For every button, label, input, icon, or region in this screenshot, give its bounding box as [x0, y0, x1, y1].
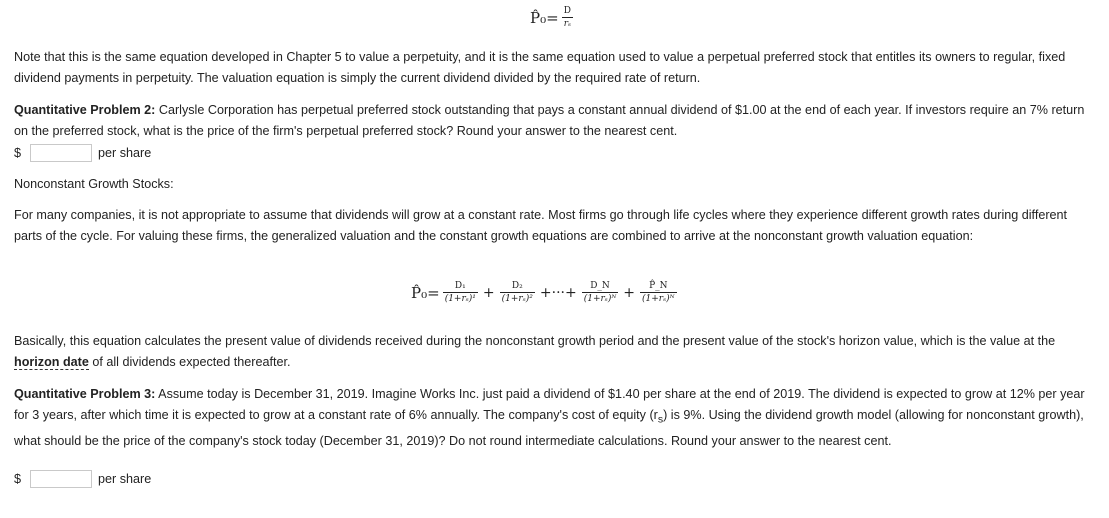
problem3-body-before: Assume today is December 31, 2019. Imagine Works Inc. just paid a dividend of $1.40 per share at the end of 2019. The dividend is expected to grow at 12% per year for 3 years, after which time it is expected to grow at a constant rate of 6% annually. The company's cost of equity (r	[14, 387, 1085, 422]
term-1-numerator: D₁	[454, 281, 466, 291]
horizon-date-link[interactable]: horizon date	[14, 355, 89, 369]
basically-text-after: of all dividends expected thereafter.	[88, 355, 291, 369]
equation-lhs: P̂₀=	[530, 9, 559, 27]
term-1-fraction	[443, 281, 478, 305]
section-heading: Nonconstant Growth Stocks:	[14, 177, 174, 191]
problem2-answer-input[interactable]	[30, 144, 92, 162]
currency-symbol: $	[14, 472, 22, 486]
problem2-body: Carlysle Corporation has perpetual preferred stock outstanding that pays a constant annual dividend of $1.00 at the end of each year. If investors require an 7% return on the preferred stock, what is the price of the firm's perpetual preferred stock? Round your answer to the nearest cent.	[14, 103, 1085, 138]
term-1-denominator: (1+rₛ)¹	[444, 294, 476, 304]
term-2-fraction	[500, 281, 535, 305]
term-2-denominator: (1+rₛ)²	[501, 294, 533, 304]
equation-lhs: P̂₀=	[411, 284, 440, 302]
term-n-denominator: (1+rₛ)ᴺ	[583, 294, 617, 304]
basically-text-before: Basically, this equation calculates the present value of dividends received during the nonconstant growth period and the present value of the stock's horizon value, which is the value at the	[14, 334, 1056, 348]
unit-label: per share	[98, 472, 152, 486]
problem3-text	[14, 384, 1098, 452]
problem3-label: Quantitative Problem 3:	[14, 387, 156, 401]
plus-sign: +	[482, 285, 495, 301]
fraction-denominator: rₛ	[563, 19, 572, 29]
horizon-term-numerator: P̂_N	[649, 281, 668, 291]
term-n-numerator: D_N	[590, 281, 610, 291]
problem3-answer-input[interactable]	[30, 470, 92, 488]
term-2-numerator: D₂	[511, 281, 523, 291]
problem2-answer-row	[14, 143, 151, 163]
problem2-label: Quantitative Problem 2:	[14, 103, 156, 117]
intro-paragraph: Note that this is the same equation developed in Chapter 5 to value a perpetuity, and it is the same equation used to value a perpetual preferred stock that entitles its owners to regular, fixed dividend payments in perpetuity. The valuation equation is simply the current dividend divided by the required rate of return.	[14, 50, 1066, 85]
unit-label: per share	[98, 146, 152, 160]
fraction-numerator: D	[563, 6, 571, 16]
problem3-body-after: ) is 9%. Using the dividend growth model (allowing for nonconstant growth), what should be the price of the company's stock today (December 31, 2019)? Do not round intermediate calculations. Round your answer to the nearest cent.	[14, 408, 1084, 448]
basically-paragraph	[14, 331, 1098, 373]
problem3-subscript: s	[657, 413, 664, 426]
plus-sign: +	[623, 285, 636, 301]
currency-symbol: $	[14, 146, 22, 160]
nonconstant-equation	[411, 281, 680, 305]
horizon-term-fraction	[640, 281, 677, 305]
nonconstant-paragraph: For many companies, it is not appropriate to assume that dividends will grow at a constant rate. Most firms go through life cycles where they experience different growth rates during different parts of the cycle. For valuing these firms, the generalized valuation and the constant growth equations are combined to arrive at the nonconstant growth valuation equation:	[14, 208, 1068, 243]
problem3-answer-row	[14, 469, 151, 489]
horizon-term-denominator: (1+rₛ)ᴺ	[642, 294, 675, 304]
term-n-fraction	[582, 281, 619, 305]
problem2-text	[14, 100, 1098, 142]
ellipsis-sign: +···+	[539, 285, 577, 301]
equation-fraction	[562, 6, 573, 30]
perpetuity-equation	[530, 6, 576, 30]
